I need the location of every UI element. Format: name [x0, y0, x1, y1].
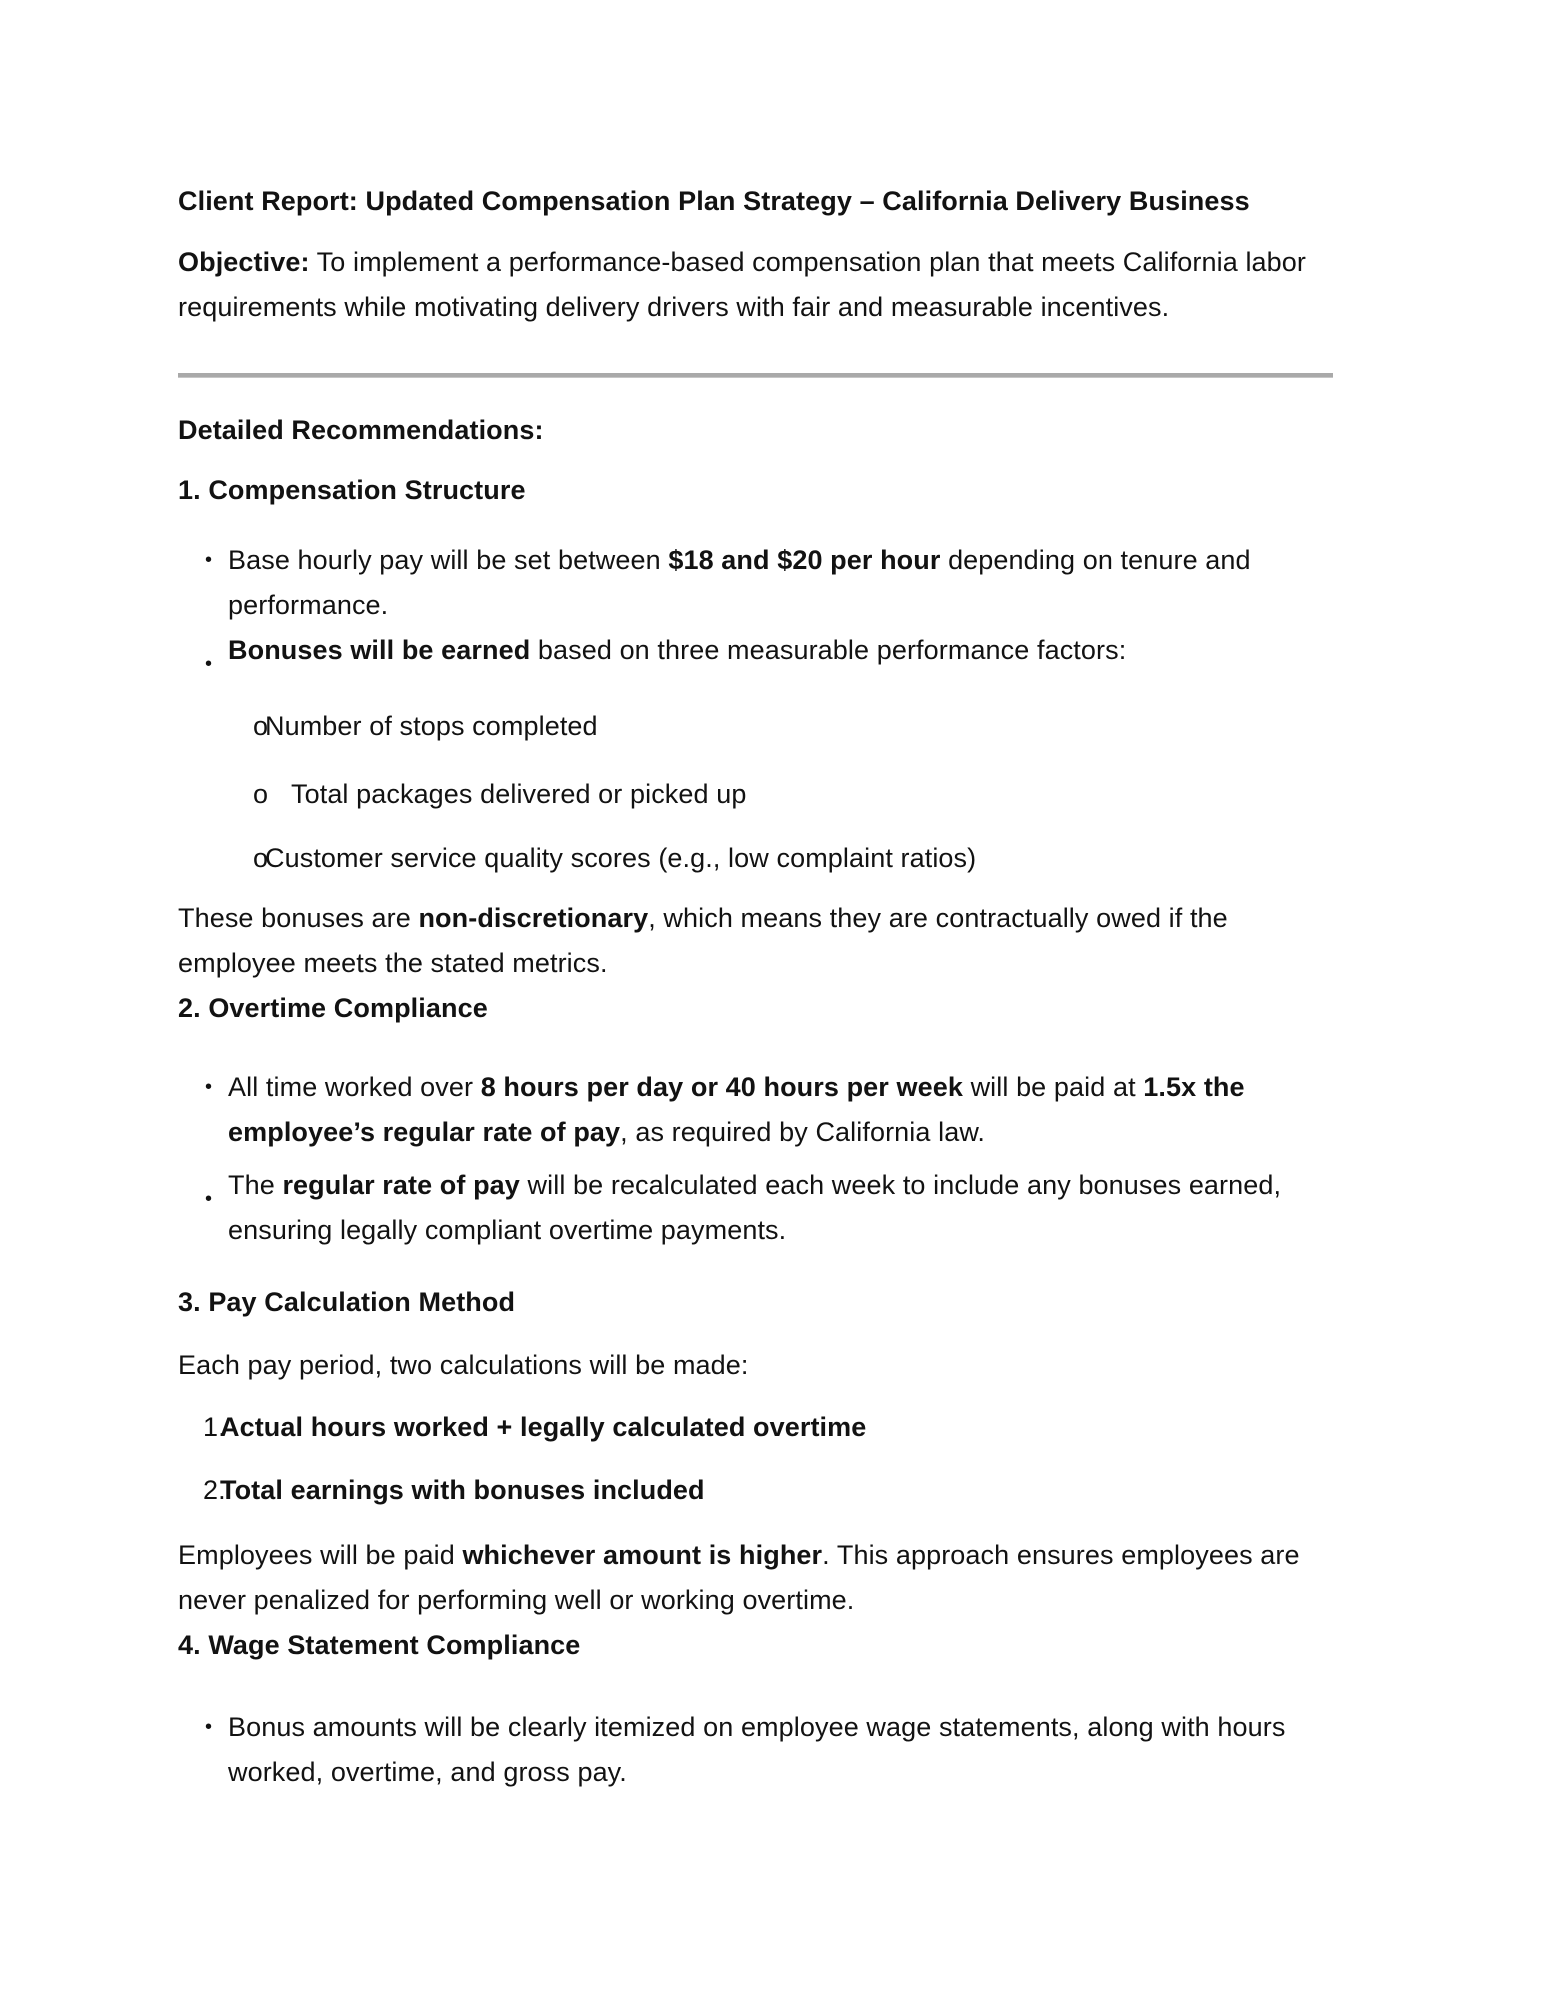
bullet-item-overtime-rate: [178, 1065, 1333, 1155]
horizontal-rule: [178, 373, 1333, 378]
numbered-item-actual-hours: [178, 1405, 1333, 1450]
bullet-dot-icon: •: [205, 1188, 213, 1210]
text-run: 3. Pay Calculation Method: [178, 1287, 516, 1317]
circle-bullet-icon: o: [253, 711, 269, 741]
sub-bullet-item-packages: [178, 772, 1333, 817]
text-run: These bonuses are non-discretionary, which means they are contractually owed if the employee meets the stated metrics.: [178, 903, 1228, 978]
paragraph-whichever-higher: [178, 1533, 1333, 1623]
list-number: 1.: [203, 1412, 226, 1442]
objective-paragraph: [178, 240, 1333, 330]
circle-bullet-icon: o: [253, 843, 269, 873]
bullet-item-regular-rate-recalculated: [178, 1163, 1333, 1253]
bullet-dot-icon: •: [205, 549, 213, 571]
document-title: [178, 179, 1333, 224]
text-run: Detailed Recommendations:: [178, 415, 544, 445]
document-body: [178, 179, 1333, 1795]
text-run: Total earnings with bonuses included: [220, 1475, 705, 1505]
sub-bullet-item-service-quality: [178, 836, 1333, 881]
section-heading-4-wage-statement-compliance: [178, 1623, 1333, 1668]
text-run: 2. Overtime Compliance: [178, 993, 488, 1023]
text-run: Customer service quality scores (e.g., low complaint ratios): [265, 843, 977, 873]
paragraph-each-pay-period: [178, 1343, 1333, 1388]
text-run: Bonus amounts will be clearly itemized on employee wage statements, along with hours worked, overtime, and gross pay.: [228, 1712, 1286, 1787]
text-run: Objective: To implement a performance-based compensation plan that meets California labor requirements while motivating delivery drivers with fair and measurable incentives.: [178, 247, 1306, 322]
section-heading-1-compensation-structure: [178, 468, 1333, 513]
text-run: Bonuses will be earned based on three measurable performance factors:: [228, 635, 1127, 665]
section-heading-detailed-recommendations: [178, 408, 1333, 453]
text-run: Base hourly pay will be set between $18 and $20 per hour depending on tenure and performance.: [228, 545, 1251, 620]
bullet-dot-icon: •: [205, 1716, 213, 1738]
numbered-item-total-earnings: [178, 1468, 1333, 1513]
section-heading-2-overtime-compliance: [178, 986, 1333, 1031]
text-run: Each pay period, two calculations will be made:: [178, 1350, 749, 1380]
text-run: All time worked over 8 hours per day or 40 hours per week will be paid at 1.5x the employee’s regular rate of pay, as required by California law.: [228, 1072, 1245, 1147]
paragraph-non-discretionary: [178, 896, 1333, 986]
bullet-item-base-hourly-pay: [178, 538, 1333, 628]
text-run: Total packages delivered or picked up: [291, 779, 747, 809]
text-run: 1. Compensation Structure: [178, 475, 526, 505]
section-heading-3-pay-calculation-method: [178, 1280, 1333, 1325]
text-run: Number of stops completed: [265, 711, 598, 741]
bullet-dot-icon: •: [205, 653, 213, 675]
bullet-dot-icon: •: [205, 1076, 213, 1098]
list-number: 2.: [203, 1475, 226, 1505]
text-run: Client Report: Updated Compensation Plan Strategy – California Delivery Business: [178, 186, 1250, 216]
bullet-item-bonuses-earned: [178, 628, 1333, 673]
text-run: Actual hours worked + legally calculated overtime: [220, 1412, 867, 1442]
text-run: The regular rate of pay will be recalculated each week to include any bonuses earned, ensuring legally compliant overtime payments.: [228, 1170, 1282, 1245]
text-run: 4. Wage Statement Compliance: [178, 1630, 581, 1660]
bullet-item-wage-statements: [178, 1705, 1333, 1795]
circle-bullet-icon: o: [253, 779, 269, 809]
sub-bullet-item-stops: [178, 704, 1333, 749]
text-run: Employees will be paid whichever amount is higher. This approach ensures employees are never penalized for performing well or working overtime.: [178, 1540, 1300, 1615]
